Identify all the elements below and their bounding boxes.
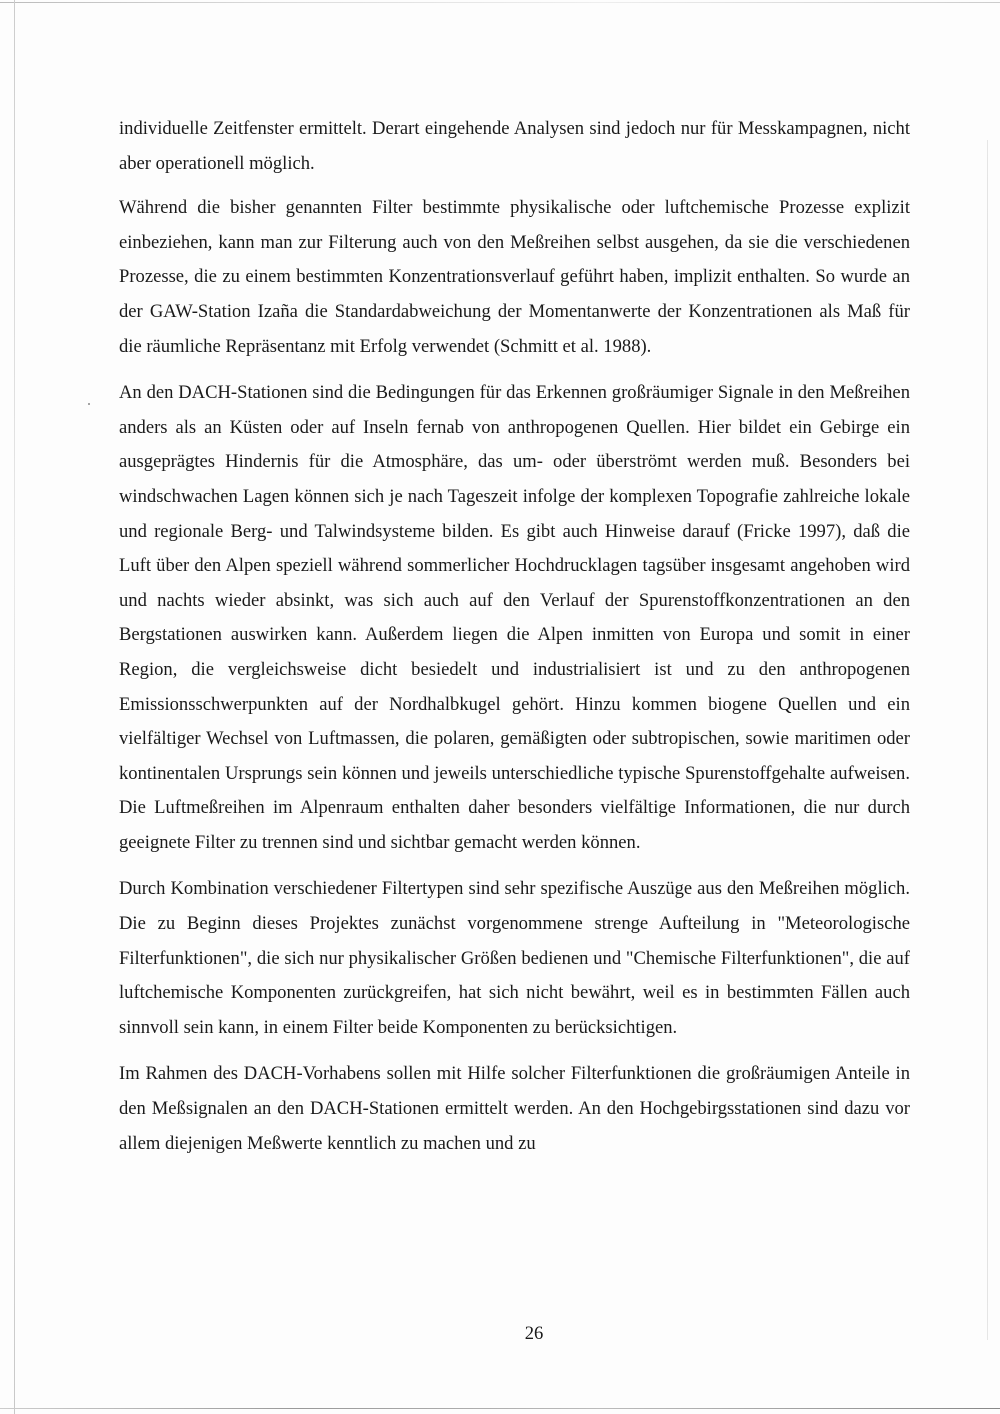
scan-edge-right bbox=[987, 140, 988, 1340]
scan-speck bbox=[88, 403, 90, 405]
paragraph: Im Rahmen des DACH-Vorhabens sollen mit Hilfe solcher Filterfunktionen die großräumigen Anteile in den Meßsignalen an den DACH-Stationen ermittelt werden. An den Hochgebirgsstationen sind dazu vor allem diejenigen Meßwerte kenntlich zu machen und zu bbox=[119, 1063, 910, 1154]
paragraph: An den DACH-Stationen sind die Bedingungen für das Erkennen großräumiger Signale in den Meßreihen anders als an Küsten oder auf Inseln fernab von anthropogenen Quellen. Hier bildet ein Gebirge ein ausgeprägtes Hindernis für die Atmosphäre, das um- oder überströmt werden muß. Besonders bei windschwachen Lagen können sich je nach Tageszeit infolge der komplexen Topografie zahlreiche lokale und regionale Berg- und Talwindsysteme bilden. Es gibt auch Hinweise darauf (Fricke 1997), daß die Luft über den Alpen speziell während sommerlicher Hochdrucklagen tagsüber insgesamt angehoben wird und nachts wieder absinkt, was sich auch auf den Verlauf der Spurenstoffkonzentrationen an den Bergstationen auswirken kann. Außerdem liegen die Alpen inmitten von Europa und somit in einer Region, die vergleichsweise dicht besiedelt und industrialisiert ist und zu den anthropogenen Emissionsschwerpunkten auf der Nordhalbkugel gehört. Hinzu kommen biogene Quellen und ein vielfältiger Wechsel von Luftmassen, die polaren, gemäßigten oder subtropischen, sowie maritimen oder kontinentalen Ursprungs sein können und jeweils unterschiedliche typische Spurenstoffgehalte aufweisen. Die Luftmeßreihen im Alpenraum enthalten daher besonders vielfältige Informationen, die nur durch geeignete Filter zu trennen sind und sichtbar gemacht werden können. bbox=[119, 382, 910, 853]
paragraph: Während die bisher genannten Filter bestimmte physikalische oder luftchemische Prozesse explizit einbeziehen, kann man zur Filterung auch von den Meßreihen selbst ausgehen, da sie die verschiedenen Prozesse, die zu einem bestimmten Konzentrationsverlauf geführt haben, implizit enthalten. So wurde an der GAW-Station Izaña die Standardabweichung der Momentanwerte der Konzentrationen als Maß für die räumliche Repräsentanz mit Erfolg verwendet (Schmitt et al. 1988). bbox=[119, 197, 910, 357]
scan-edge-top bbox=[0, 2, 1000, 3]
scan-edge-left bbox=[14, 0, 15, 1414]
scan-edge-bottom bbox=[0, 1408, 1000, 1409]
paragraph: Durch Kombination verschiedener Filtertypen sind sehr spezifische Auszüge aus den Meßreihen möglich. Die zu Beginn dieses Projektes zunächst vorgenommene strenge Aufteilung in "Meteorologische Filterfunktionen", die sich nur physikalischer Größen bedienen und "Chemische Filterfunktionen", die auf luftchemische Komponenten zurückgreifen, hat sich nicht bewährt, weil es in bestimmten Fällen auch sinnvoll sein kann, in einem Filter beide Komponenten zu berücksichtigen. bbox=[119, 878, 910, 1038]
paragraph: individuelle Zeitfenster ermittelt. Derart eingehende Analysen sind jedoch nur für Messkampagnen, nicht aber operationell möglich. bbox=[119, 118, 910, 174]
body-text bbox=[119, 112, 910, 1173]
page-number: 26 bbox=[524, 1323, 544, 1344]
